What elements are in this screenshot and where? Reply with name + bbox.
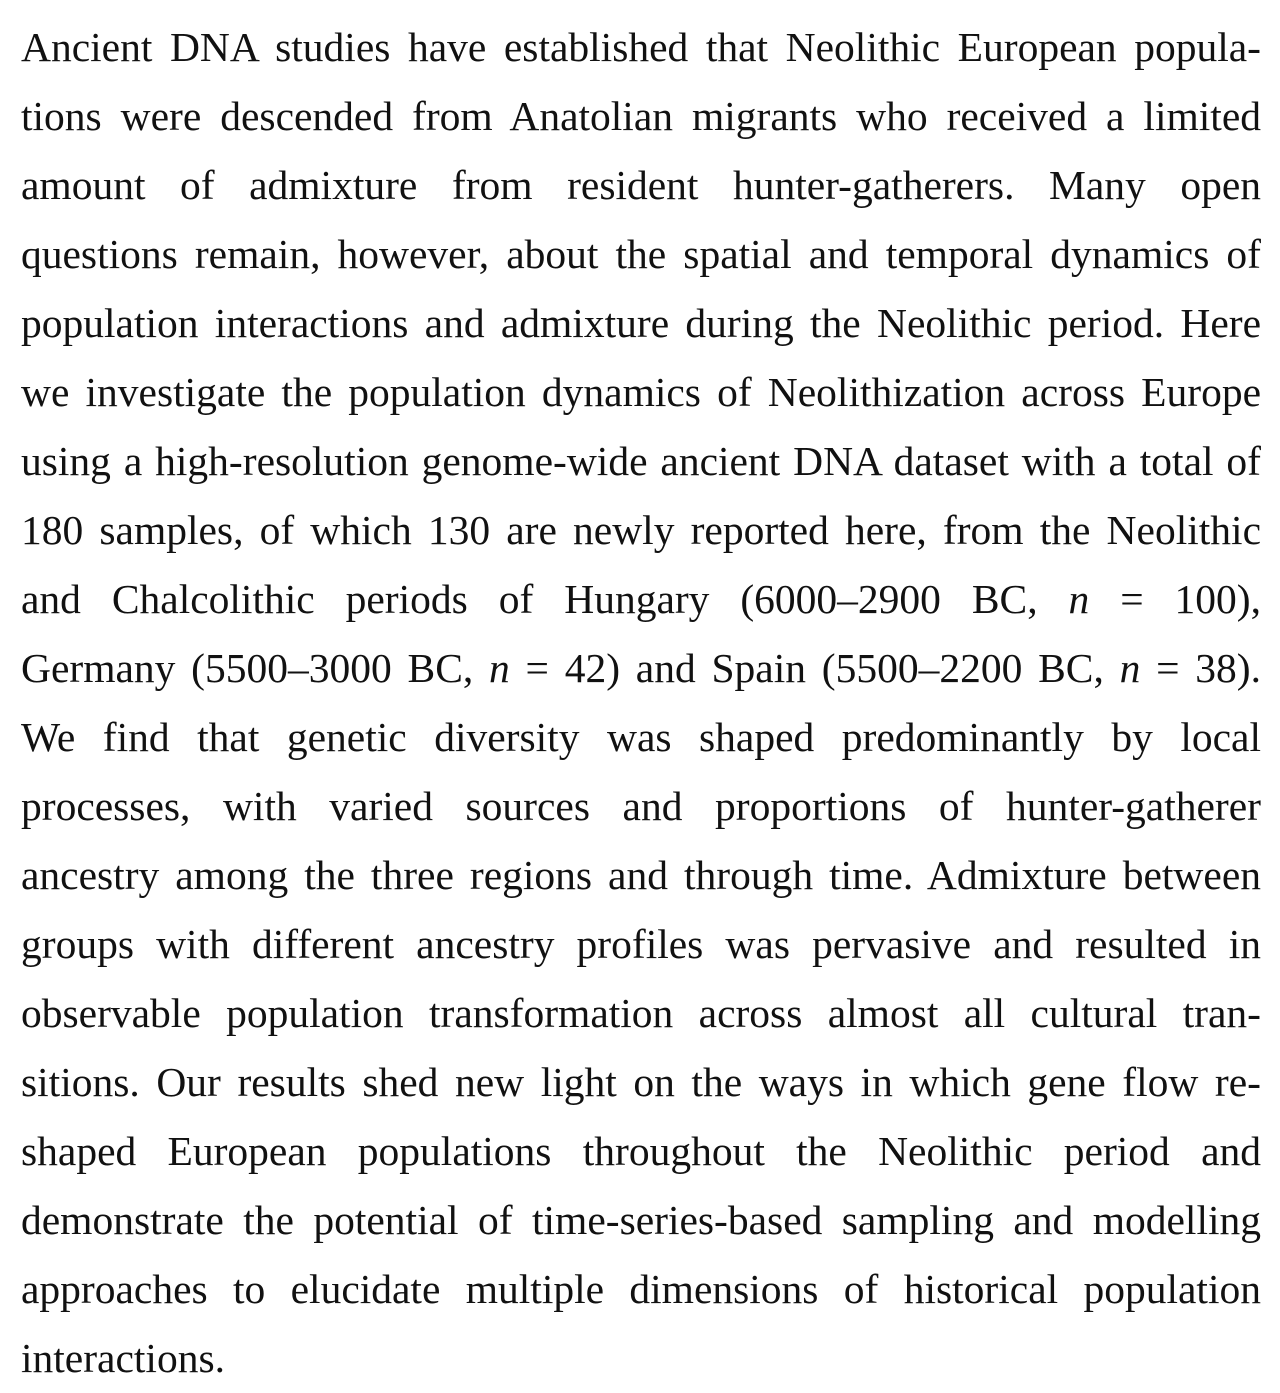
abstract-line-8 <box>21 496 1261 565</box>
abstract-line-10 <box>21 634 1261 703</box>
line-text: We find that genetic diversity was shaped predominantly by local <box>21 714 1261 760</box>
line-text: Germany (5500–3000 BC, <box>21 645 490 691</box>
line-text: we investigate the population dynamics of Neolithization across Europe <box>21 369 1261 415</box>
abstract-paragraph <box>21 13 1261 1393</box>
line-text: groups with different ancestry profiles was pervasive and resulted in <box>21 921 1261 967</box>
line-text: tions were descended from Anatolian migrants who received a limited <box>21 93 1261 139</box>
abstract-line-3 <box>21 151 1261 220</box>
line-text: ancestry among the three regions and through time. Admixture between <box>21 852 1261 898</box>
line-text: questions remain, however, about the spatial and temporal dynamics of <box>21 231 1261 277</box>
line-text: = 42) and Spain (5500–2200 BC, <box>509 645 1120 691</box>
abstract-line-4 <box>21 220 1261 289</box>
abstract-line-2 <box>21 82 1261 151</box>
line-text: amount of admixture from resident hunter-gatherers. Many open <box>21 162 1261 208</box>
line-text: demonstrate the potential of time-series-based sampling and modelling <box>21 1197 1261 1243</box>
line-text: = 100), <box>1089 576 1261 622</box>
line-text: 180 samples, of which 130 are newly reported here, from the Neolithic <box>21 507 1261 553</box>
abstract-line-14 <box>21 910 1261 979</box>
abstract-line-19 <box>21 1255 1261 1324</box>
sample-size-symbol: n <box>1119 645 1141 691</box>
line-text: approaches to elucidate multiple dimensions of historical population <box>21 1266 1261 1312</box>
line-text: shaped European populations throughout the Neolithic period and <box>21 1128 1261 1174</box>
abstract-line-9 <box>21 565 1261 634</box>
abstract-line-13 <box>21 841 1261 910</box>
abstract-line-15 <box>21 979 1261 1048</box>
line-text: = 38). <box>1140 645 1261 691</box>
line-text: processes, with varied sources and proportions of hunter-gatherer <box>21 783 1261 829</box>
line-text: interactions. <box>21 1335 225 1381</box>
abstract-line-16 <box>21 1048 1261 1117</box>
sample-size-symbol: n <box>1068 576 1090 622</box>
abstract-line-11 <box>21 703 1261 772</box>
line-text: population interactions and admixture during the Neolithic period. Here <box>21 300 1261 346</box>
abstract-line-6 <box>21 358 1261 427</box>
sample-size-symbol: n <box>489 645 510 691</box>
abstract-line-17 <box>21 1117 1261 1186</box>
line-text: Ancient DNA studies have established that Neolithic European popula- <box>21 24 1261 70</box>
line-text: sitions. Our results shed new light on the ways in which gene flow re- <box>21 1059 1261 1105</box>
abstract-line-1 <box>21 13 1261 82</box>
abstract-line-12 <box>21 772 1261 841</box>
line-text: using a high-resolution genome-wide ancient DNA dataset with a total of <box>21 438 1261 484</box>
abstract-line-20 <box>21 1324 1261 1393</box>
line-text: observable population transformation across almost all cultural tran- <box>21 990 1261 1036</box>
abstract-line-7 <box>21 427 1261 496</box>
line-text: and Chalcolithic periods of Hungary (6000–2900 BC, <box>21 576 1069 622</box>
abstract-line-18 <box>21 1186 1261 1255</box>
abstract-line-5 <box>21 289 1261 358</box>
